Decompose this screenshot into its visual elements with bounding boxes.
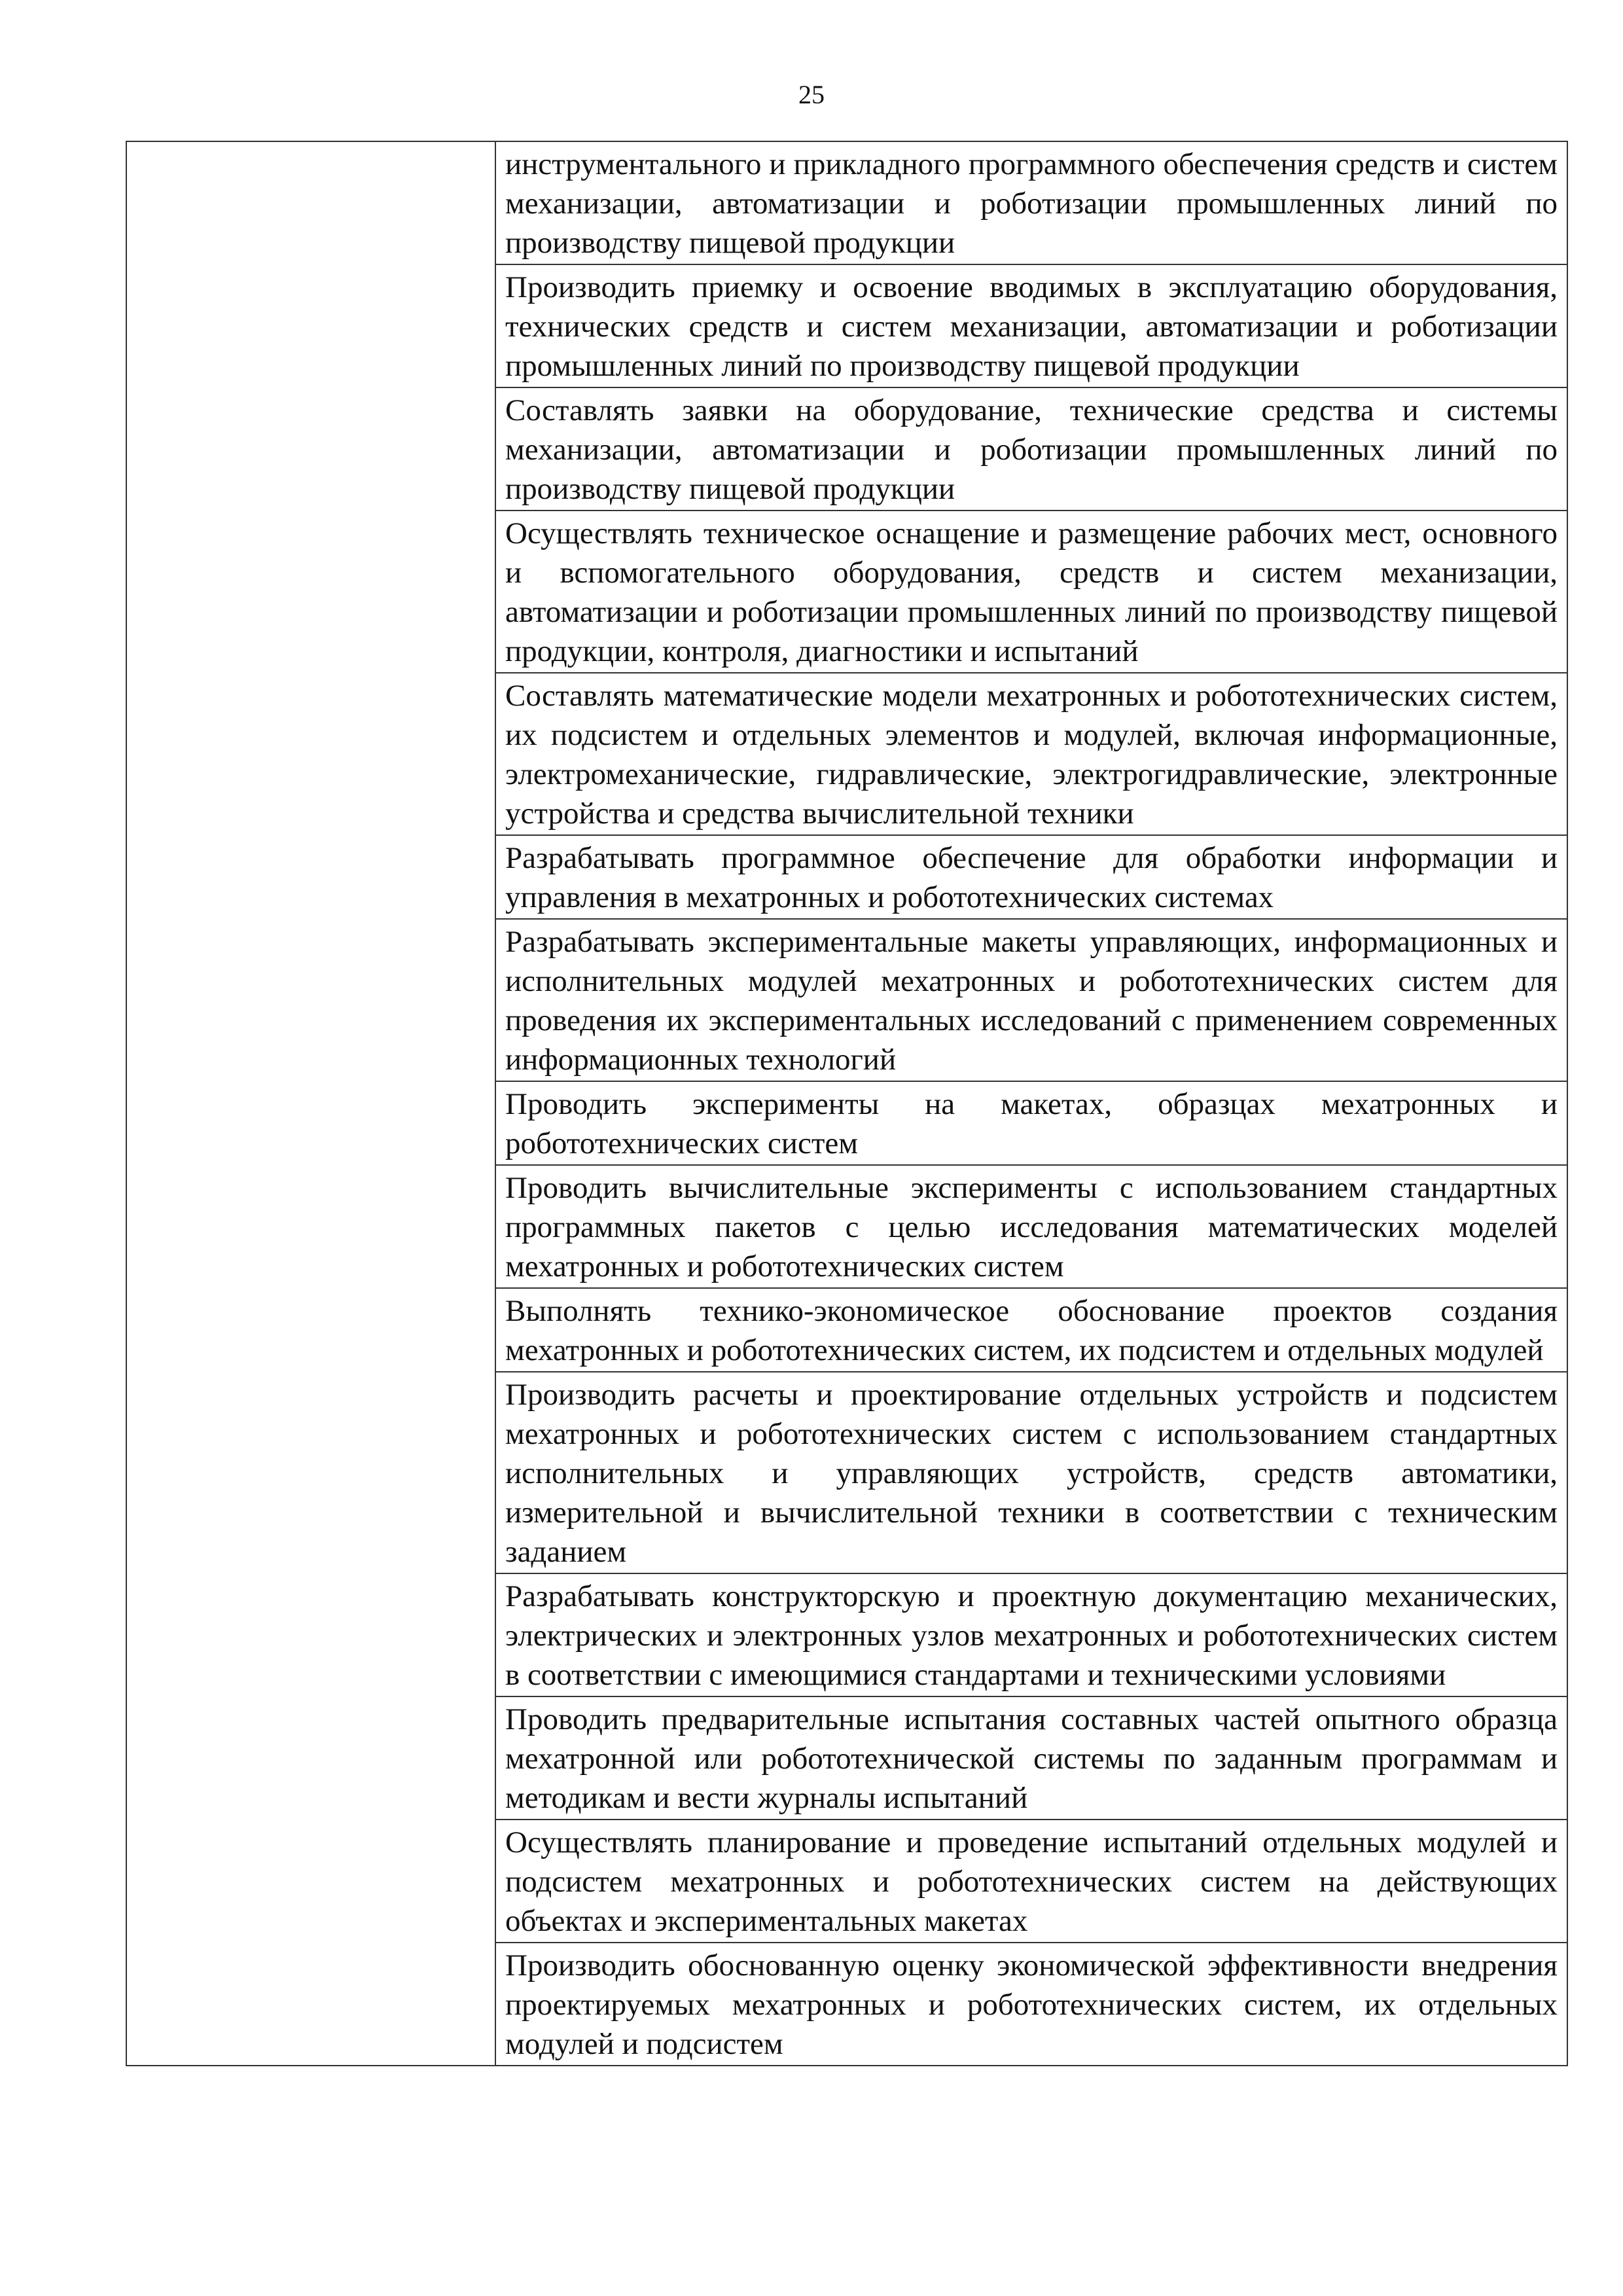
skill-item-11: Производить расчеты и проектирование отдельных устройств и подсистем мехатронных и робототехнических систем с использованием стандартных исполнительных и управляющих устройств, средств автоматики, измерительной и вычислительной техники в соответствии с техническим заданием bbox=[496, 1371, 1567, 1573]
skill-item-14: Осуществлять планирование и проведение испытаний отдельных модулей и подсистем мехатронных и робототехнических систем на действующих объектах и экспериментальных макетах bbox=[496, 1819, 1567, 1942]
skill-item-8: Проводить эксперименты на макетах, образцах мехатронных и робототехнических систем bbox=[496, 1081, 1567, 1164]
skill-item-5: Составлять математические модели мехатронных и робототехнических систем, их подсистем и отдельных элементов и модулей, включая информационные, электромеханические, гидравлические, электрогидравлические, электронные устройства и средства вычислительной техники bbox=[496, 672, 1567, 834]
page-number: 25 bbox=[798, 80, 825, 109]
skill-item-4: Осуществлять техническое оснащение и размещение рабочих мест, основного и вспомогательного оборудования, средств и систем механизации, автоматизации и роботизации промышленных линий по производству пищевой продукции, контроля, диагностики и испытаний bbox=[496, 510, 1567, 672]
skill-item-10: Выполнять технико-экономическое обоснование проектов создания мехатронных и робототехнических систем, их подсистем и отдельных модулей bbox=[496, 1287, 1567, 1371]
table-cell-empty bbox=[126, 141, 495, 2066]
table-row bbox=[126, 141, 1567, 2066]
table-cell-skills bbox=[495, 141, 1567, 2066]
skill-item-2: Производить приемку и освоение вводимых в эксплуатацию оборудования, технических средств и систем механизации, автоматизации и роботизации промышленных линий по производству пищевой продукции bbox=[496, 264, 1567, 387]
skill-item-1: инструментального и прикладного программного обеспечения средств и систем механизации, автоматизации и роботизации промышленных линий по производству пищевой продукции bbox=[505, 147, 1558, 260]
skill-item-15: Производить обоснованную оценку экономической эффективности внедрения проектируемых мехатронных и робототехнических систем, их отдельных модулей и подсистем bbox=[496, 1942, 1567, 2065]
skill-item-9: Проводить вычислительные эксперименты с использованием стандартных программных пакетов с целью исследования математических моделей мехатронных и робототехнических систем bbox=[496, 1164, 1567, 1287]
skill-item-3: Составлять заявки на оборудование, технические средства и системы механизации, автоматизации и роботизации промышленных линий по производству пищевой продукции bbox=[496, 387, 1567, 510]
skill-item-7: Разрабатывать экспериментальные макеты управляющих, информационных и исполнительных модулей мехатронных и робототехнических систем для проведения их экспериментальных исследований с применением современных информационных технологий bbox=[496, 918, 1567, 1081]
skill-item-6: Разрабатывать программное обеспечение для обработки информации и управления в мехатронных и робототехнических системах bbox=[496, 834, 1567, 918]
skill-item-13: Проводить предварительные испытания составных частей опытного образца мехатронной или робототехнической системы по заданным программам и методикам и вести журналы испытаний bbox=[496, 1696, 1567, 1819]
skills-table bbox=[126, 141, 1568, 2066]
skill-item-12: Разрабатывать конструкторскую и проектную документацию механических, электрических и электронных узлов мехатронных и робототехнических систем в соответствии с имеющимися стандартами и техническими условиями bbox=[496, 1573, 1567, 1696]
